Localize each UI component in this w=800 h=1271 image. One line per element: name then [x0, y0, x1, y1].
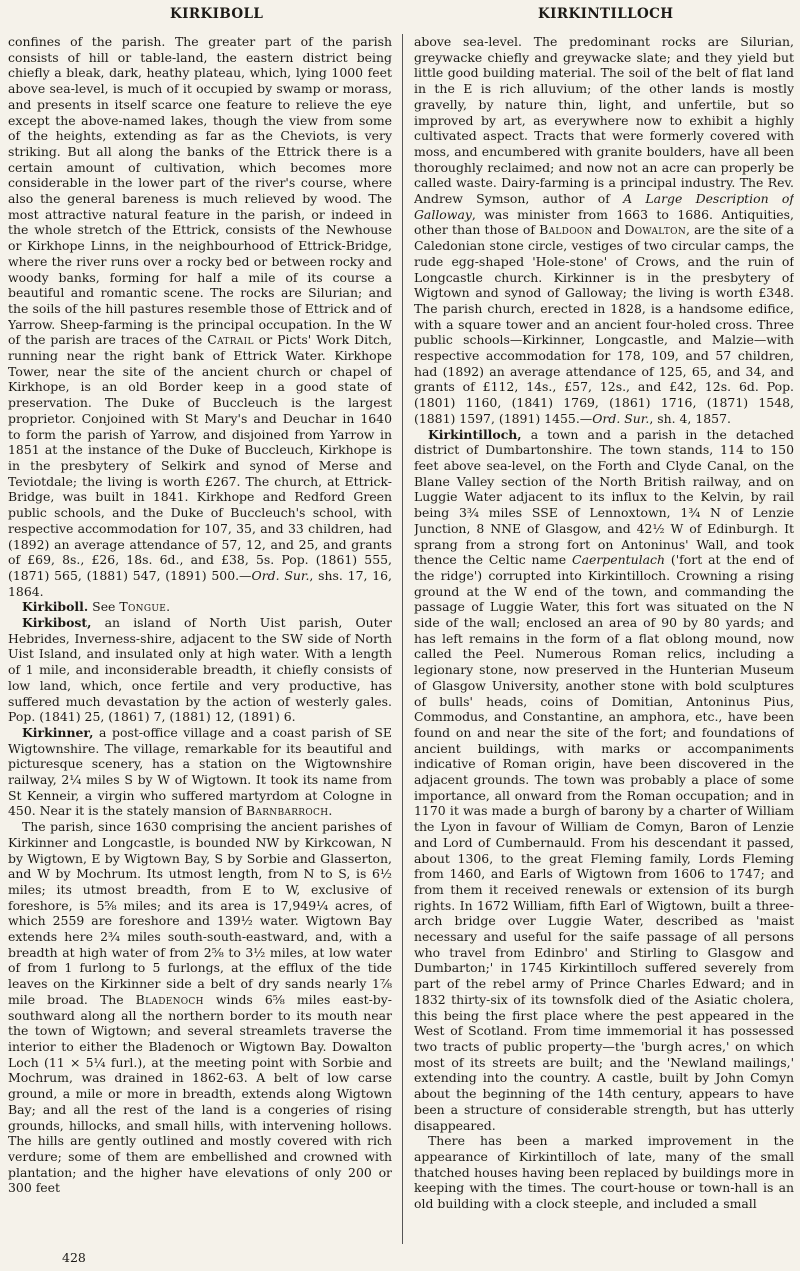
text-run: a post-office village and a coast parish of SE Wigtownshire. The village, remarkable for its beautiful and picturesque scenery, has a station on the Wigtownshire railway, 2¼ miles S by W of Wigtown. It took its name from St Kenneir, a virgin who suffered martyrdom at Cologne in 450. Near it is the stately mansion of: [8, 724, 392, 819]
left-column: [8, 34, 392, 1252]
column-divider: [402, 34, 403, 1244]
text-run: , was minister from 1663 to 1686. Antiquities, other than those of: [414, 206, 794, 238]
text-run: , sh. 4, 1857.: [649, 410, 731, 426]
text-run: The parish, since 1630 comprising the ancient parishes of Kirkinner and Longcastle, is bounded NW by Kirkcowan, N by Wigtown, E by Wigtown Bay, S by Sorbie and Glasserton, and W by Mochrum. Its utmost length, from N to S, is 6½ miles; its utmost breadth, from E to W, exclusive of foreshore, is 5⅝ miles; and its area is 17,949¼ acres, of which 2559 are foreshore and 139½ water. Wigtown Bay extends here 2¾ miles south-south-eastward, and, with a breadth at high water of from 2⅝ to 3½ miles, at low water of from 1 furlong to 5 furlongs, at the efflux of the tide leaves on the Kirkinner side a belt of dry sands nearly 1⅞ mile broad. The: [8, 819, 392, 1007]
text-run: a town and a parish in the detached district of Dumbartonshire. The town stands, 114 to 150 feet above sea-level, on the Forth and Clyde Canal, on the Blane Valley section of the North British railway, and on Luggie Water adjacent to its influx to the Kelvin, by rail being 3¾ miles SSE of Lennoxtown, 1¾ N of Lenzie Junction, 8 NNE of Glasgow, and 42½ W of Edinburgh. It sprang from a strong fort on Antoninus' Wall, and took thence the Celtic name: [414, 426, 794, 568]
cross-reference: Bladenoch: [135, 991, 204, 1007]
cross-reference: Catrail: [207, 332, 254, 348]
text-run: , shs. 17, 16, 1864.: [8, 567, 392, 599]
running-head-left: KIRKIBOLL: [170, 6, 264, 22]
celtic-name: Caerpentulach: [572, 552, 665, 568]
entry-kirkiboll: [8, 599, 392, 615]
entry-headword: Kirkinner,: [22, 724, 94, 740]
text-run: See: [92, 599, 116, 615]
running-headers: [0, 6, 800, 28]
book-title: A Large Description of Galloway: [414, 191, 794, 222]
entry-kirkintilloch: [414, 427, 794, 1134]
text-run: and: [596, 222, 621, 238]
paragraph-kirkinner-continuation: [414, 34, 794, 427]
cross-reference: Dowalton: [624, 222, 686, 238]
ordnance-survey-ref: Ord. Sur.: [251, 567, 310, 583]
text-run: .: [328, 803, 333, 819]
entry-headword: Kirkibost,: [22, 615, 92, 631]
ordnance-survey-ref: Ord. Sur.: [592, 410, 650, 426]
text-run: .: [166, 599, 171, 615]
entry-kirkibost: [8, 615, 392, 725]
entry-headword: Kirkintilloch,: [428, 426, 522, 442]
entry-kirkinner: [8, 725, 392, 819]
running-head-right: KIRKINTILLOCH: [538, 6, 674, 22]
cross-reference: Tongue: [119, 599, 167, 615]
paragraph-kirkinner-parish: [8, 819, 392, 1196]
paragraph-kirkintilloch-improvement: [414, 1133, 794, 1212]
right-column: [414, 34, 794, 1252]
entry-headword: Kirkiboll.: [22, 599, 89, 615]
paragraph-ettrick-continuation: [8, 34, 392, 599]
text-run: or Picts' Work Ditch, running near the right bank of Ettrick Water. Kirkhope Tower, near the site of the ancient church or chapel of Kirkhope, is an old Border keep in a good state of preservation. The Duke of Buccleuch is the largest proprietor. Conjoined with St Mary's and Deuchar in 1640 to form the parish of Yarrow, and disjoined from Yarrow in 1851 at the instance of the Duke of Buccleuch, Kirkhope is in the presbytery of Selkirk and synod of Merse and Teviotdale; the living is worth £267. The church, at Ettrick-Bridge, was built in 1841. Kirkhope and Redford Green public schools, and the Duke of Buccleuch's school, with respective accommodation for 107, 35, and 33 children, had (1892) an average attendance of 57, 12, and 25, and grants of £69, 8s., £26, 18s. 6d., and £38, 5s. Pop. (1861) 555, (1871) 565, (1881) 547, (1891) 500.—: [8, 332, 392, 583]
text-run: ('fort at the end of the ridge') corrupted into Kirkintilloch. Crowning a rising ground at the W end of the town, and commanding the passage of Luggie Water, this fort was situated on the N side of the wall; enclosed an area of 90 by 80 yards; and has left remains in the form of a flat oblong mound, now called the Peel. Numerous Roman relics, including a legionary stone, now preserved in the Hunterian Museum of Glasgow University, another stone with bold sculptures of bulls' heads, coins of Domitian, Antoninus Pius, Commodus, and Constantine, an amphora, etc., have been found on and near the site of the fort; and foundations of ancient buildings, with marks or accompaniments indicative of Roman origin, have been discovered in the adjacent grounds. The town was probably a place of some importance, all onward from the Roman occupation; and in 1170 it was made a burgh of barony by a charter of William the Lyon in favour of William de Comyn, Baron of Lenzie and Lord of Cumbernauld. From his descendant it passed, about 1306, to the great Fleming family, Lords Fleming from 1460, and Earls of Wigtown from 1606 to 1747; and from them it received renewals or extension of its burgh rights. In 1672 William, fifth Earl of Wigtown, built a three-arch bridge over Luggie Water, described as 'maist necessary and useful for the saife passage of all persons who travel from Edinbro' and Stirling to Glasgow and Dumbarton;' in 1745 Kirkintilloch suffered severely from part of the rebel army of Prince Charles Edward; and in 1832 thirty-six of its townsfolk died of the Asiatic cholera, this being the first place where the pest appeared in the West of Scotland. From time immemorial it has possessed two tracts of public property—the 'burgh acres,' on which most of its streets are built; and the 'Newland mailings,' extending into the country. A castle, built by John Comyn about the beginning of the 14th century, appears to have been a structure of considerable strength, but has utterly disappeared.: [414, 552, 794, 1133]
page-number: 428: [62, 1250, 86, 1265]
text-run: , are the site of a Caledonian stone circle, vestiges of two circular camps, the rude egg-shaped 'Hole-stone' of Crows, and the ruin of Longcastle church. Kirkinner is in the presbytery of Wigtown and synod of Galloway; the living is worth £348. The parish church, erected in 1828, is a handsome edifice, with a square tower and an ancient four-holed cross. Three public schools—Kirkinner, Longcastle, and Malzie—with respective accommodation for 178, 109, and 57 children, had (1892) an average attendance of 125, 65, and 34, and grants of £112, 14s., £57, 12s., and £42, 12s. 6d. Pop. (1801) 1160, (1841) 1769, (1861) 1716, (1871) 1548, (1881) 1597, (1891) 1455.—: [414, 222, 794, 426]
cross-reference: Barnbarroch: [245, 803, 329, 819]
cross-reference: Baldoon: [539, 222, 593, 238]
text-run: There has been a marked improvement in the appearance of Kirkintilloch of late, many of the small thatched houses having been replaced by buildings more in keeping with the times. The court-house or town-hall is an old building with a clock steeple, and included a small: [414, 1133, 794, 1212]
text-run: confines of the parish. The greater part of the parish consists of hill or table-land, the eastern district being chiefly a bleak, dark, heathy plateau, which, lying 1000 feet above sea-level, is much of it occupied by swamp or morass, and presents in itself scarce one feature to relieve the eye except the above-named lakes, though the view from some of the heights, extending as far as the Cheviots, is very striking. But all along the banks of the Ettrick there is a certain amount of cultivation, which becomes more considerable in the lower part of the river's course, where also the general bareness is much relieved by wood. The most attractive natural feature in the parish, or indeed in the whole stretch of the Ettrick, consists of the Newhouse or Kirkhope Linns, in the neighbourhood of Ettrick-Bridge, where the river runs over a rocky bed or between rocky and woody banks, forming for half a mile of its course a beautiful and romantic scene. The rocks are Silurian; and the soils of the hill pastures resemble those of Ettrick and of Yarrow. Sheep-farming is the principal occupation. In the W of the parish are traces of the: [8, 34, 392, 348]
text-run: above sea-level. The predominant rocks are Silurian, greywacke chiefly and greywacke slate; and they yield but little good building material. The soil of the belt of flat land in the E is rich alluvium; of the other lands is mostly gravelly, by nature thin, light, and unfertile, but so improved by art, as everywhere now to exhibit a highly cultivated aspect. Tracts that were formerly covered with moss, and encumbered with granite boulders, have all been thoroughly reclaimed; and now not an acre can properly be called waste. Dairy-farming is a principal industry. The Rev. Andrew Symson, author of: [414, 34, 794, 207]
text-run: an island of North Uist parish, Outer Hebrides, Inverness-shire, adjacent to the SW side of North Uist Island, and insulated only at high water. With a length of 1 mile, and inconsiderable breadth, it chiefly consists of low land, which, once fertile and very productive, has suffered much devastation by the action of westerly gales. Pop. (1841) 25, (1861) 7, (1881) 12, (1891) 6.: [8, 615, 392, 725]
text-run: winds 6⅝ miles east-by-southward along all the northern border to its mouth near the town of Wigtown; and several streamlets traverse the interior to either the Bladenoch or Wigtown Bay. Dowalton Loch (11 × 5¼ furl.), at the meeting point with Sorbie and Mochrum, was drained in 1862-63. A belt of low carse ground, a mile or more in breadth, extends along Wigtown Bay; and all the rest of the land is a congeries of rising grounds, hillocks, and small hills, with intervening hollows. The hills are gently outlined and mostly covered with rich verdure; some of them are embellished and crowned with plantation; and the higher have elevations of only 200 or 300 feet: [8, 991, 392, 1196]
